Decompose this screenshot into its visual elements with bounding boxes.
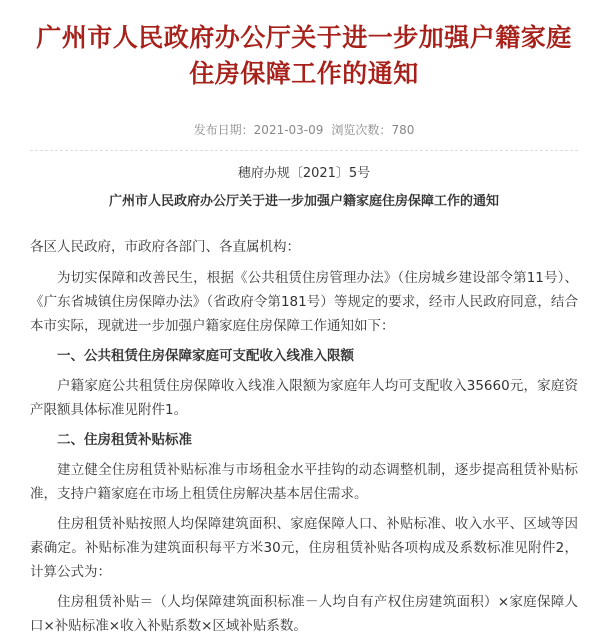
- section-2-formula: 住房租赁补贴＝（人均保障建筑面积标准－人均自有产权住房建筑面积）×家庭保障人口×补贴标准×收入补贴系数×区域补贴系数。: [30, 594, 578, 634]
- view-count: 780: [391, 123, 415, 137]
- salutation: 各区人民政府，市政府各部门、各直属机构：: [30, 239, 300, 255]
- article-meta: [30, 122, 578, 138]
- article-content: [30, 235, 578, 638]
- intro-paragraph: 为切实保障和改善民生，根据《公共租赁住房管理办法》（住房城乡建设部令第11号）、《广东省城镇住房保障办法》（省政府令第181号）等规定的要求，经市人民政府同意，结合本市实际，现就进一步加强户籍家庭住房保障工作通知如下：: [30, 270, 578, 334]
- section-2-paragraph-1: 建立健全住房租赁补贴标准与市场租金水平挂钩的动态调整机制，逐步提高租赁补贴标准，支持户籍家庭在市场上租赁住房解决基本居住需求。: [30, 462, 578, 502]
- page-title: 广州市人民政府办公厅关于进一步加强户籍家庭住房保障工作的通知: [36, 23, 572, 88]
- section-1-heading: 一、公共租赁住房保障家庭可支配收入线准入限额: [57, 348, 354, 364]
- publish-date-label: 发布日期：: [193, 123, 254, 137]
- section-2-heading: 二、住房租赁补贴标准: [57, 432, 192, 448]
- section-1-paragraph: 户籍家庭公共租赁住房保障收入线准入限额为家庭年人均可支配收入35660元，家庭资产限额具体标准见附件1。: [30, 378, 578, 418]
- document-title: 广州市人民政府办公厅关于进一步加强户籍家庭住房保障工作的通知: [108, 194, 499, 209]
- meta-divider: [30, 150, 578, 151]
- view-count-label: 浏览次数：: [331, 123, 392, 137]
- section-2-paragraph-2: 住房租赁补贴按照人均保障建筑面积、家庭保障人口、补贴标准、收入水平、区域等因素确定。补贴标准为建筑面积每平方米30元，住房租赁补贴各项构成及系数标准见附件2，计算公式为：: [30, 516, 578, 580]
- document-number: 穗府办规〔2021〕5号: [237, 166, 371, 181]
- publish-date: 2021-03-09: [253, 123, 324, 137]
